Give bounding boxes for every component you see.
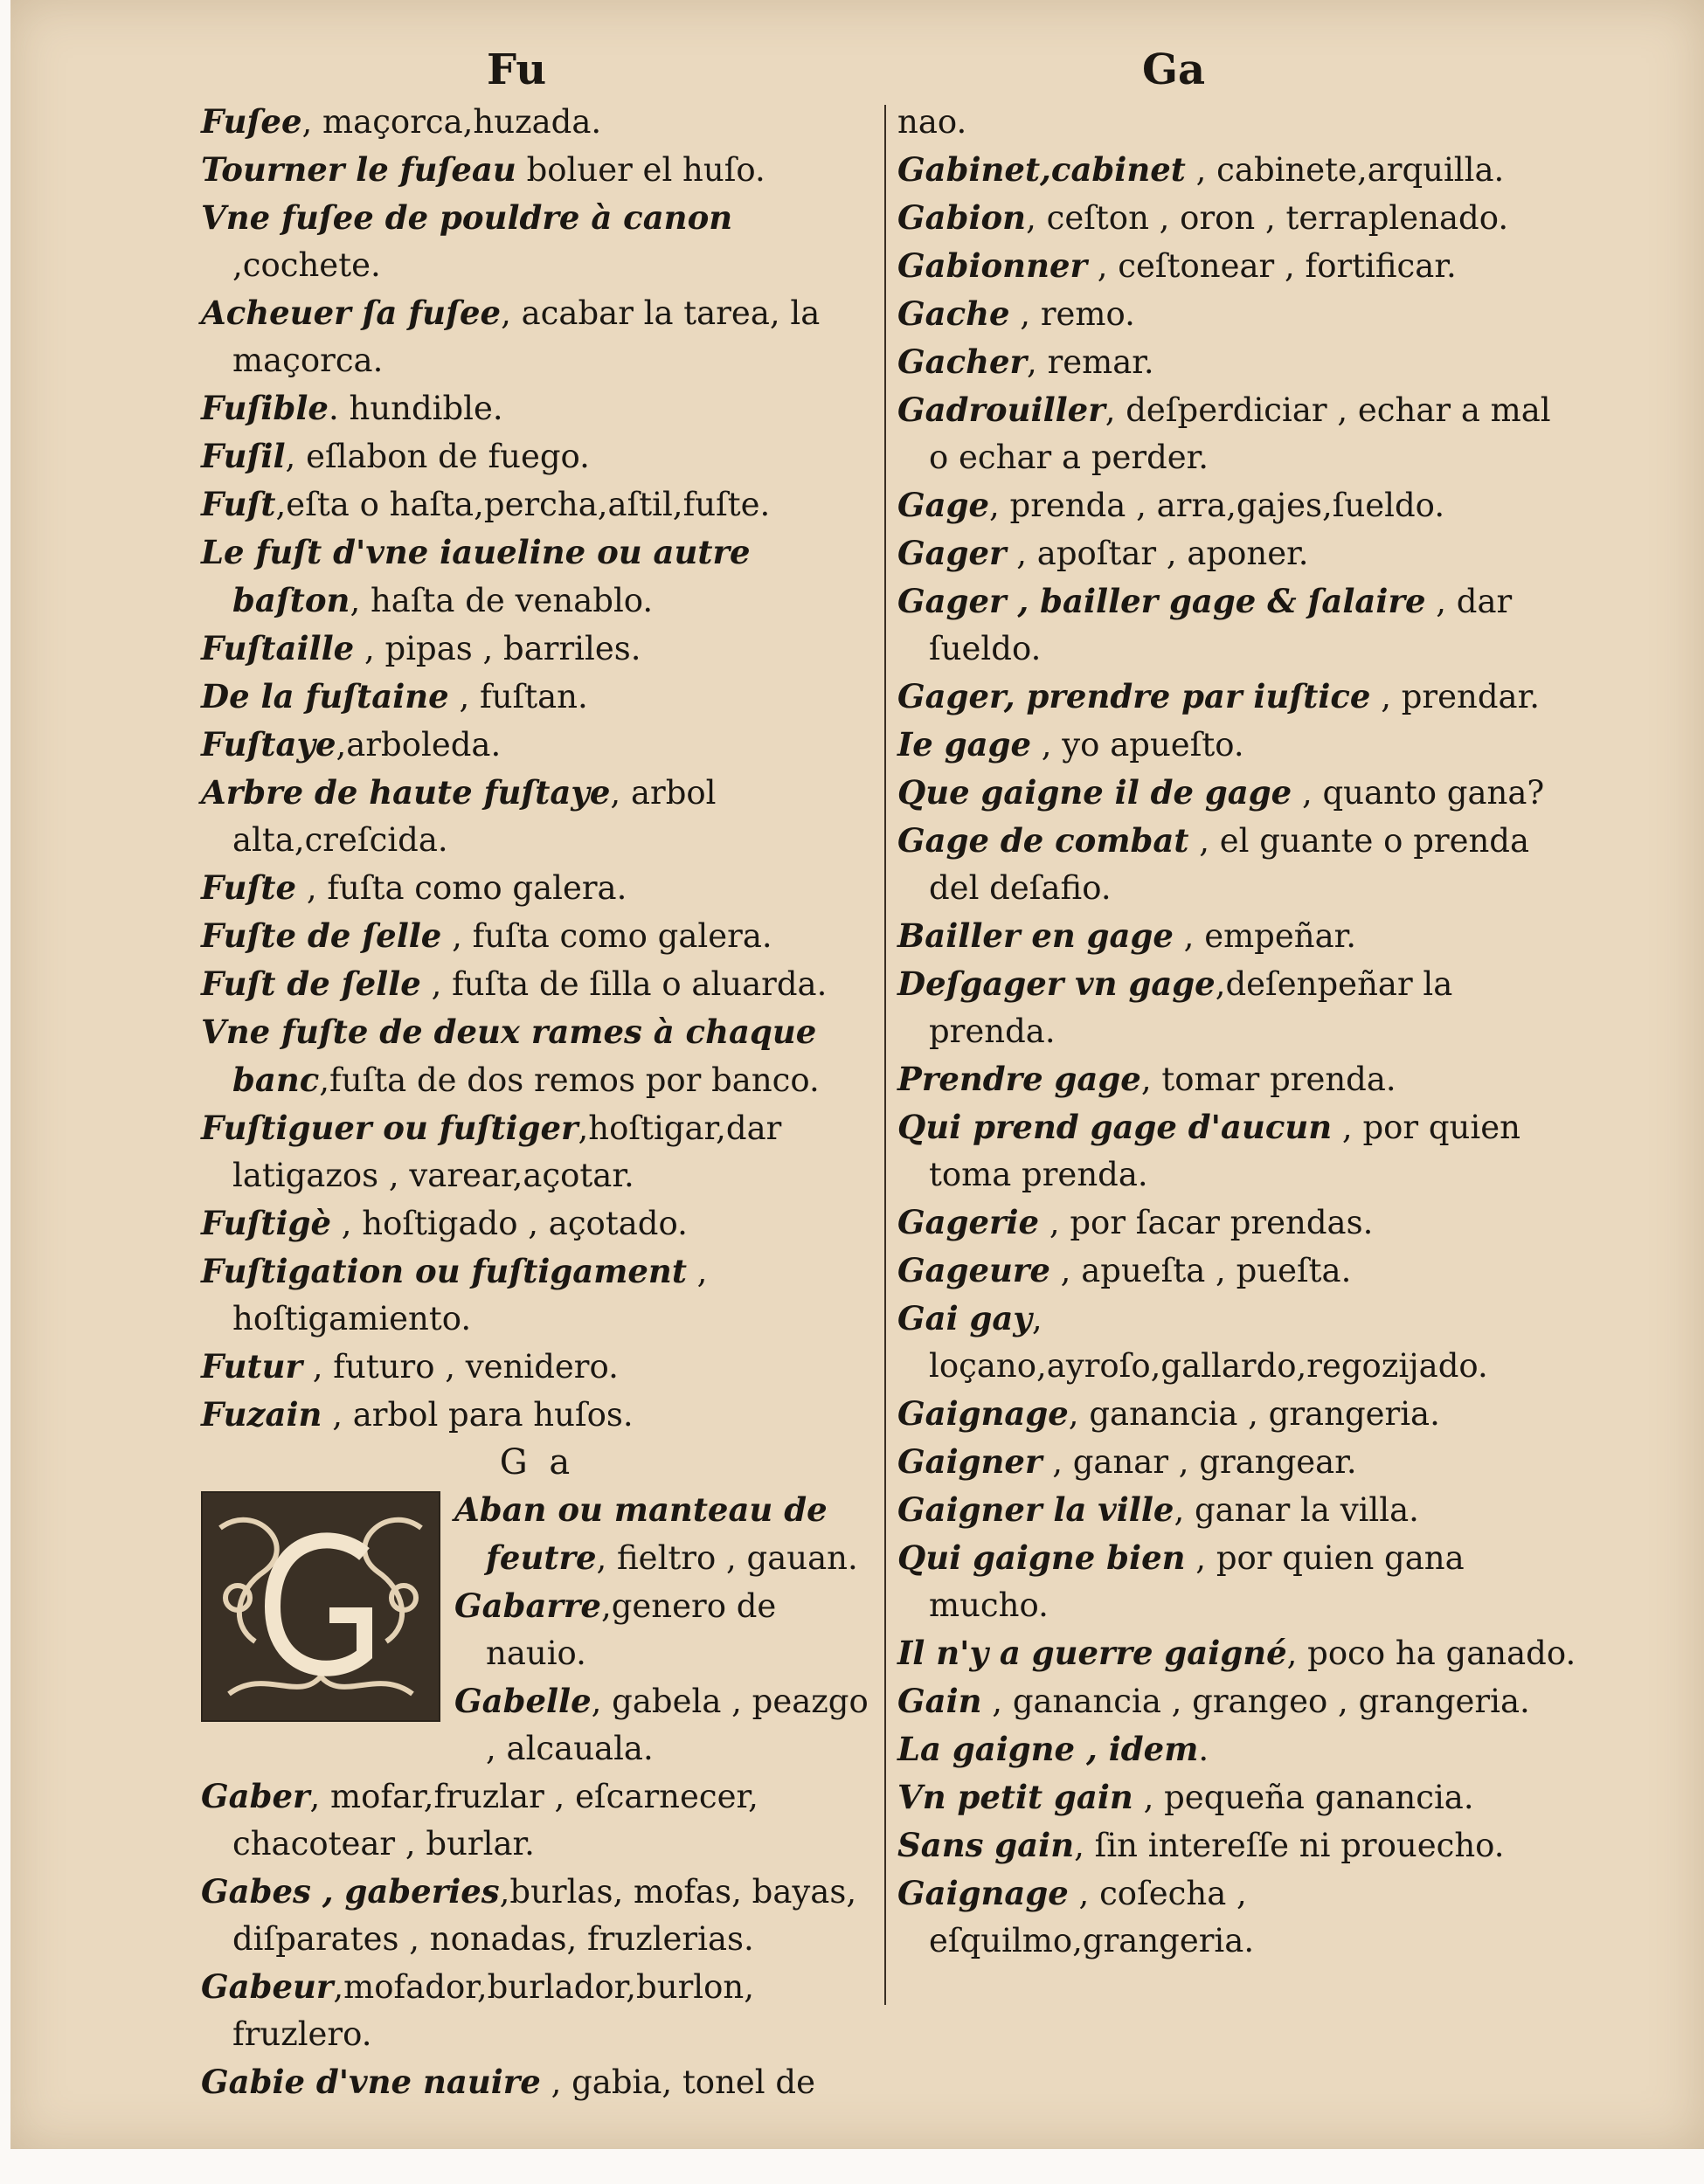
entry-translation: , gabela , peazgo , alcauala. — [486, 1683, 869, 1767]
entry-translation: , ceſtonear , fortificar. — [1087, 247, 1457, 285]
dictionary-entry — [201, 98, 874, 146]
entry-headword: Gacher — [897, 342, 1028, 381]
dictionary-entry — [897, 481, 1579, 529]
dictionary-entry — [201, 673, 874, 721]
entry-translation: , prenda , arra,gajes,ſueldo. — [988, 487, 1445, 524]
entry-headword: Gabelle — [454, 1682, 592, 1720]
section-heading: G a — [499, 1442, 576, 1482]
entry-headword: Bailler en gage — [897, 916, 1174, 955]
dictionary-entry — [201, 864, 874, 912]
entry-headword: Fuſt de ſelle — [201, 964, 421, 1003]
running-header — [10, 45, 1704, 98]
dictionary-entry — [897, 1486, 1579, 1534]
entry-translation: ,arboleda. — [336, 726, 502, 764]
entry-headword: Vne fuſee de pouldre à canon — [201, 198, 733, 237]
dictionary-entry — [897, 1295, 1579, 1390]
left-entries-bottom — [201, 1773, 874, 2106]
column-divider — [884, 105, 886, 2005]
entry-headword: Gaber — [201, 1777, 310, 1815]
entry-headword: Gabionner — [897, 246, 1088, 285]
dictionary-entry — [201, 1773, 874, 1868]
entry-translation: , quanto gana? — [1292, 774, 1545, 812]
dictionary-entry — [897, 1870, 1579, 1965]
entry-headword: Gabeur — [201, 1967, 334, 2006]
entry-headword: La gaigne , idem — [897, 1730, 1199, 1768]
dictionary-entry — [201, 480, 874, 529]
entry-headword: Fuſtigè — [201, 1204, 331, 1242]
entry-translation: , fuſta como galera. — [296, 869, 627, 907]
entry-headword: Gage de combat — [897, 821, 1189, 860]
dictionary-entry — [897, 529, 1579, 577]
entry-translation: , empeñar. — [1173, 917, 1357, 955]
decorated-initial-G-icon — [201, 1491, 440, 1722]
entry-headword: Gadrouiller — [897, 390, 1105, 429]
entry-headword: Qui prend gage d'aucun — [897, 1108, 1333, 1146]
entry-translation: , por quien toma prenda. — [929, 1109, 1520, 1193]
entry-translation: , eſlabon de fuego. — [285, 438, 590, 475]
entry-headword: Gabes , gaberies — [201, 1872, 500, 1911]
entry-headword: Futur — [201, 1347, 303, 1386]
dictionary-entry — [454, 1582, 874, 1677]
entry-headword: Tourner le fuſeau — [201, 150, 516, 189]
dictionary-entry — [454, 1677, 874, 1773]
entry-headword: Gache — [897, 294, 1010, 333]
left-entries-top — [201, 98, 874, 1439]
dictionary-entry — [897, 1773, 1579, 1821]
entry-headword: Ie gage — [897, 725, 1031, 764]
dictionary-entry — [201, 769, 874, 864]
entry-translation: , remar. — [1027, 343, 1154, 381]
dictionary-entry — [201, 1868, 874, 1963]
entry-translation: ,eſta o haſta,percha,aſtil,fuſte. — [275, 486, 771, 523]
dictionary-entry — [897, 912, 1579, 960]
dictionary-entry — [897, 242, 1579, 290]
dictionary-entry — [201, 960, 874, 1008]
left-column — [201, 98, 874, 2106]
entry-translation: , mofar,fruzlar , eſcarnecer, chacotear , burlar. — [232, 1778, 758, 1863]
dictionary-entry — [897, 1390, 1579, 1438]
entry-translation: , poco ha ganado. — [1286, 1635, 1576, 1672]
entry-translation: ,genero de nauio. — [486, 1587, 777, 1672]
entry-translation: , el guante o prenda del deſafio. — [929, 822, 1530, 907]
entry-translation: , futuro , venidero. — [302, 1348, 619, 1386]
entry-translation: , acabar la tarea, la maçorca. — [232, 294, 821, 379]
entry-headword: Il n'y a guerre gaigné — [897, 1634, 1287, 1672]
dictionary-entry — [897, 1629, 1579, 1677]
entry-translation: . hundible. — [328, 390, 503, 427]
entry-translation: , fuſtan. — [448, 678, 588, 715]
entry-translation: , arbol alta,creſcida. — [232, 774, 717, 859]
dictionary-entry — [897, 1199, 1579, 1247]
dictionary-entry — [201, 1343, 874, 1391]
dictionary-entry — [897, 1103, 1579, 1199]
dictionary-entry — [897, 1534, 1579, 1629]
entry-headword: Fuzain — [201, 1395, 322, 1434]
dictionary-entry — [897, 769, 1579, 817]
entry-headword: Fuſee — [201, 102, 302, 141]
entry-translation: , tomar prenda. — [1140, 1061, 1396, 1098]
entry-headword: Gaigner la ville — [897, 1490, 1174, 1529]
entry-headword: Vn petit gain — [897, 1778, 1133, 1816]
dictionary-entry — [897, 98, 1579, 146]
dictionary-entry — [897, 386, 1579, 481]
dictionary-entry — [454, 1486, 874, 1582]
dictionary-entry — [201, 625, 874, 673]
header-left: Fu — [487, 45, 547, 94]
entry-translation: , apoſtar , aponer. — [1006, 535, 1309, 572]
dictionary-entry — [201, 2058, 874, 2106]
entry-translation: , fuſta como galera. — [441, 917, 772, 955]
entry-translation: . — [1198, 1731, 1209, 1768]
dictionary-entry — [201, 529, 874, 625]
entry-translation: , ceſton , oron , terraplenado. — [1026, 199, 1509, 237]
entry-headword: Le fuſt d'vne iaueline ou autre baſton — [201, 533, 751, 619]
entry-translation: , apueſta , pueſta. — [1049, 1252, 1352, 1289]
entry-translation: , coſecha , eſquilmo,grangeria. — [929, 1875, 1255, 1959]
entry-translation: , por quien gana mucho. — [929, 1539, 1465, 1624]
entry-headword: Fuſte — [201, 868, 297, 907]
entry-headword: Aban ou manteau de feutre — [454, 1490, 828, 1577]
dictionary-entry — [201, 289, 874, 384]
entry-translation: ,mofador,burlador,burlon, fruzlero. — [232, 1968, 754, 2053]
entry-translation: , pequeña ganancia. — [1133, 1779, 1474, 1816]
entry-translation: , hoſtigado , açotado. — [331, 1205, 688, 1242]
dictionary-entry — [897, 1438, 1579, 1486]
dictionary-entry — [897, 817, 1579, 912]
dictionary-entry — [897, 194, 1579, 242]
entry-translation: , gabia, tonel de — [540, 2063, 815, 2101]
entry-translation: , ganancia , grangeo , grangeria. — [981, 1683, 1530, 1720]
dictionary-entry — [201, 1963, 874, 2058]
entry-translation: ,deſenpeñar la prenda. — [929, 965, 1453, 1050]
entry-headword: Que gaigne il de gage — [897, 773, 1292, 812]
entry-headword: Vne fuſte de deux rames à chaque banc — [201, 1013, 817, 1099]
dictionary-entry — [897, 1247, 1579, 1295]
entry-translation: , loçano,ayroſo,gallardo,regozijado. — [929, 1300, 1488, 1385]
entry-translation: , arbol para huſos. — [322, 1396, 634, 1434]
entry-translation: , deſperdiciar , echar a mal o echar a perder. — [929, 391, 1551, 476]
entry-headword: Gabinet,cabinet — [897, 150, 1186, 189]
dictionary-entry — [897, 960, 1579, 1055]
entry-headword: Deſgager vn gage — [897, 964, 1216, 1003]
entry-headword: Fuſtaye — [201, 725, 336, 764]
entry-translation: , remo. — [1009, 295, 1135, 333]
entry-headword: Gaigner — [897, 1442, 1042, 1481]
entry-translation: , cabinete,arquilla. — [1185, 151, 1505, 189]
dictionary-entry — [201, 721, 874, 769]
entry-headword: Fuſible — [201, 389, 329, 427]
entry-translation: boluer el huſo. — [516, 151, 765, 189]
dictionary-entry — [201, 912, 874, 960]
entry-headword: Fuſt — [201, 485, 276, 523]
entry-headword: Fuſte de ſelle — [201, 916, 442, 955]
right-column — [897, 98, 1579, 1965]
entry-translation: , fuſta de ſilla o aluarda. — [420, 965, 828, 1003]
dictionary-entry — [201, 1391, 874, 1439]
dictionary-entry — [201, 146, 874, 194]
entry-headword: Gage — [897, 486, 989, 524]
entry-headword: Qui gaigne bien — [897, 1538, 1186, 1577]
entry-translation: , ganar la villa. — [1174, 1491, 1419, 1529]
entry-headword: Prendre gage — [897, 1060, 1141, 1098]
entry-headword: Acheuer ſa fuſee — [201, 294, 502, 332]
entry-translation: , ſin intereſſe ni prouecho. — [1074, 1827, 1505, 1864]
entry-headword: Fuſtigation ou fuſtigament — [201, 1252, 687, 1290]
entry-headword: Gai gay — [897, 1299, 1032, 1337]
entry-translation: , yo apueſto. — [1031, 726, 1244, 764]
entry-headword: Gagerie — [897, 1203, 1040, 1241]
initial-block — [201, 1486, 874, 1773]
dictionary-entry — [201, 432, 874, 480]
entry-headword: Gaignage — [897, 1874, 1069, 1912]
entry-headword: Gager — [897, 534, 1007, 572]
entry-translation: ,cochete. — [232, 246, 381, 284]
entry-headword: Gabion — [897, 198, 1027, 237]
entry-headword: Arbre de haute fuſtaye — [201, 773, 611, 812]
entry-translation: nao. — [897, 103, 967, 141]
dictionary-entry — [201, 1248, 874, 1343]
entry-translation: , ganancia , grangeria. — [1068, 1395, 1440, 1433]
entry-headword: Gageure — [897, 1251, 1050, 1289]
entry-headword: Gain — [897, 1682, 982, 1720]
entry-headword: Fuſtaille — [201, 629, 355, 667]
dictionary-entry — [897, 338, 1579, 386]
right-entries — [897, 98, 1579, 1965]
entry-headword: Sans gain — [897, 1826, 1075, 1864]
entry-headword: Fuſil — [201, 437, 286, 475]
entry-headword: Gaignage — [897, 1394, 1069, 1433]
dictionary-entry — [897, 1725, 1579, 1773]
dictionary-entry — [897, 1821, 1579, 1870]
dictionary-entry — [201, 1104, 874, 1199]
entry-headword: Fuſtiguer ou fuſtiger — [201, 1109, 578, 1147]
entry-translation: ,burlas, mofas, bayas, diſparates , nonadas, fruzlerias. — [232, 1873, 857, 1958]
entry-translation: , dar ſueldo. — [929, 583, 1513, 667]
entry-translation: , fieltro , gauan. — [596, 1539, 858, 1577]
entry-translation: , ganar , grangear. — [1042, 1443, 1357, 1481]
dictionary-entry — [201, 1008, 874, 1104]
entry-headword: Gabarre — [454, 1586, 601, 1625]
entry-headword: Gager , bailler gage & ſalaire — [897, 582, 1426, 620]
header-right: Ga — [1142, 45, 1206, 94]
dictionary-entry — [897, 1677, 1579, 1725]
entry-translation: ,hoſtigar,dar latigazos , varear,açotar. — [232, 1109, 782, 1194]
dictionary-entry — [201, 194, 874, 289]
entry-headword: Gager, prendre par iuſtice — [897, 677, 1371, 715]
dictionary-entry — [897, 1055, 1579, 1103]
dictionary-entry — [897, 290, 1579, 338]
entry-headword: Gabie d'vne nauire — [201, 2063, 541, 2101]
dictionary-entry — [201, 1199, 874, 1248]
entry-translation: , haſta de venablo. — [350, 582, 654, 619]
dictionary-entry — [201, 384, 874, 432]
entry-translation: , maçorca,huzada. — [301, 103, 602, 141]
dictionary-entry — [897, 146, 1579, 194]
dictionary-entry — [897, 577, 1579, 673]
entry-headword: De la fuſtaine — [201, 677, 449, 715]
book-page — [10, 0, 1704, 2149]
dictionary-entry — [897, 721, 1579, 769]
entry-translation: , por ſacar prendas. — [1039, 1204, 1374, 1241]
entry-translation: ,fuſta de dos remos por banco. — [319, 1061, 820, 1099]
entry-translation: , prendar. — [1370, 678, 1540, 715]
entry-translation: , hoſtigamiento. — [232, 1253, 708, 1337]
entry-translation: , pipas , barriles. — [354, 630, 641, 667]
dictionary-entry — [897, 673, 1579, 721]
